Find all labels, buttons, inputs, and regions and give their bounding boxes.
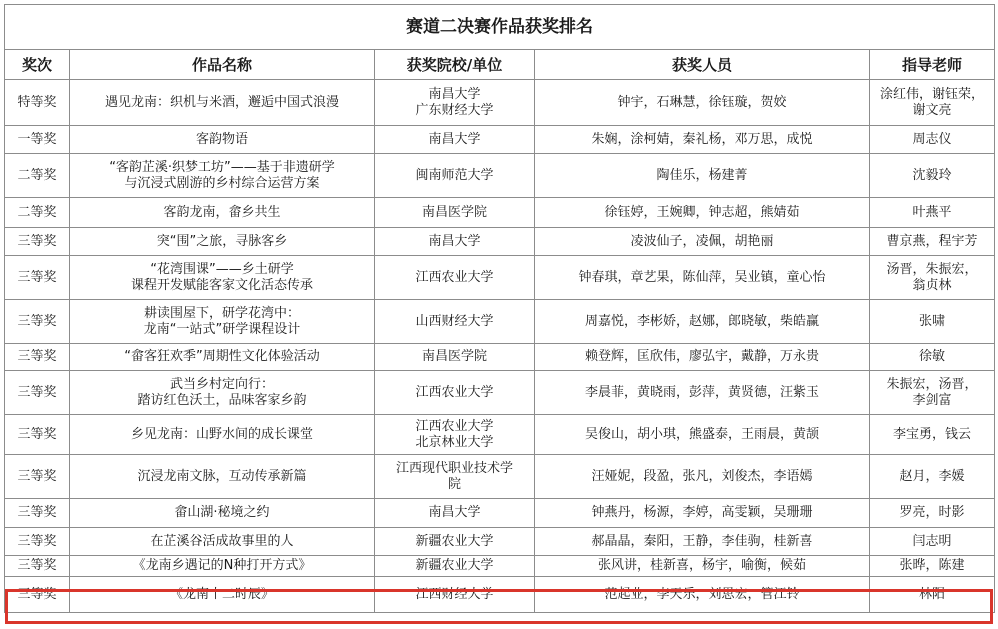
members-cell: 李晨菲，黄晓雨，彭萍，黄贤德，汪紫玉 <box>535 371 870 415</box>
advisor-cell: 汤晋，朱振宏， 翁贞林 <box>870 256 995 300</box>
advisor-cell: 张啸 <box>870 300 995 344</box>
work-name-cell: 客韵龙南，畲乡共生 <box>70 198 375 228</box>
work-name-cell: 在芷溪谷活成故事里的人 <box>70 528 375 556</box>
award-cell: 三等奖 <box>5 455 70 499</box>
work-name-cell: 突“围”之旅，寻脉客乡 <box>70 228 375 256</box>
award-table <box>4 4 995 613</box>
school-cell: 江西农业大学 北京林业大学 <box>375 415 535 455</box>
advisor-cell: 沈毅玲 <box>870 154 995 198</box>
work-name-cell: “客韵芷溪·织梦工坊”——基于非遗研学 与沉浸式剧游的乡村综合运营方案 <box>70 154 375 198</box>
award-cell: 三等奖 <box>5 499 70 528</box>
school-cell: 新疆农业大学 <box>375 556 535 577</box>
table-row <box>5 415 995 455</box>
school-cell: 新疆农业大学 <box>375 528 535 556</box>
school-cell: 南昌大学 <box>375 499 535 528</box>
school-cell: 南昌大学 <box>375 228 535 256</box>
table-body <box>5 80 995 613</box>
header-members: 获奖人员 <box>535 50 870 80</box>
table-row <box>5 577 995 613</box>
table-row <box>5 126 995 154</box>
table-row <box>5 455 995 499</box>
members-cell: 张风讲，桂新喜，杨宇，喻衡，候茹 <box>535 556 870 577</box>
members-cell: 郝晶晶，秦阳，王静，李佳驹，桂新喜 <box>535 528 870 556</box>
work-name-cell: 武当乡村定向行： 踏访红色沃土，品味客家乡韵 <box>70 371 375 415</box>
table-row <box>5 228 995 256</box>
table-title: 赛道二决赛作品获奖排名 <box>5 5 995 50</box>
work-name-cell: “畲客狂欢季”周期性文化体验活动 <box>70 344 375 371</box>
members-cell: 范起业，李天乐，刘思宏，管江铃 <box>535 577 870 613</box>
award-cell: 三等奖 <box>5 415 70 455</box>
header-advisor: 指导老师 <box>870 50 995 80</box>
members-cell: 凌波仙子，凌佩，胡艳丽 <box>535 228 870 256</box>
header-row <box>5 50 995 80</box>
work-name-cell: 乡见龙南：山野水间的成长课堂 <box>70 415 375 455</box>
advisor-cell: 李宝勇，钱云 <box>870 415 995 455</box>
school-cell: 江西农业大学 <box>375 256 535 300</box>
work-name-cell: “花湾围课”——乡土研学 课程开发赋能客家文化活态传承 <box>70 256 375 300</box>
school-cell: 南昌大学 广东财经大学 <box>375 80 535 126</box>
advisor-cell: 徐敏 <box>870 344 995 371</box>
award-cell: 特等奖 <box>5 80 70 126</box>
school-cell: 闽南师范大学 <box>375 154 535 198</box>
advisor-cell: 朱振宏，汤晋， 李剑富 <box>870 371 995 415</box>
advisor-cell: 曹京燕，程宇芳 <box>870 228 995 256</box>
advisor-cell: 林阳 <box>870 577 995 613</box>
award-cell: 三等奖 <box>5 556 70 577</box>
award-cell: 一等奖 <box>5 126 70 154</box>
header-work-name: 作品名称 <box>70 50 375 80</box>
table-row <box>5 371 995 415</box>
school-cell: 江西农业大学 <box>375 371 535 415</box>
school-cell: 南昌大学 <box>375 126 535 154</box>
members-cell: 钟燕丹，杨源，李婷，高雯颖，吴珊珊 <box>535 499 870 528</box>
members-cell: 钟春琪，章艺果，陈仙萍，吴业镇，童心怡 <box>535 256 870 300</box>
award-cell: 三等奖 <box>5 228 70 256</box>
award-cell: 二等奖 <box>5 154 70 198</box>
school-cell: 山西财经大学 <box>375 300 535 344</box>
table-row <box>5 556 995 577</box>
table-row <box>5 256 995 300</box>
advisor-cell: 涂红伟，谢钰荣， 谢文亮 <box>870 80 995 126</box>
work-name-cell: 遇见龙南：织机与米酒，邂逅中国式浪漫 <box>70 80 375 126</box>
table-row <box>5 499 995 528</box>
advisor-cell: 赵月，李媛 <box>870 455 995 499</box>
advisor-cell: 罗亮，时影 <box>870 499 995 528</box>
award-cell: 三等奖 <box>5 577 70 613</box>
members-cell: 汪娅妮，段盈，张凡，刘俊杰，李语嫣 <box>535 455 870 499</box>
work-name-cell: 客韵物语 <box>70 126 375 154</box>
award-cell: 三等奖 <box>5 256 70 300</box>
members-cell: 周嘉悦，李彬娇，赵娜，郎晓敏，柴皓赢 <box>535 300 870 344</box>
members-cell: 钟宇，石琳慧，徐钰璇，贺姣 <box>535 80 870 126</box>
table-row <box>5 300 995 344</box>
award-cell: 三等奖 <box>5 371 70 415</box>
school-cell: 江西现代职业技术学 院 <box>375 455 535 499</box>
members-cell: 陶佳乐，杨建菁 <box>535 154 870 198</box>
award-cell: 三等奖 <box>5 344 70 371</box>
table-row <box>5 154 995 198</box>
work-name-cell: 《龙南十二时辰》 <box>70 577 375 613</box>
advisor-cell: 周志仪 <box>870 126 995 154</box>
header-school: 获奖院校/单位 <box>375 50 535 80</box>
work-name-cell: 《龙南乡遇记的N种打开方式》 <box>70 556 375 577</box>
members-cell: 吴俊山，胡小琪，熊盛泰，王雨晨，黄颉 <box>535 415 870 455</box>
table-row <box>5 198 995 228</box>
advisor-cell: 闫志明 <box>870 528 995 556</box>
advisor-cell: 叶燕平 <box>870 198 995 228</box>
award-ranking-document <box>4 4 994 613</box>
members-cell: 徐钰婷，王婉卿，钟志超，熊婧茹 <box>535 198 870 228</box>
school-cell: 江西财经大学 <box>375 577 535 613</box>
table-row <box>5 80 995 126</box>
members-cell: 朱娴，涂柯婧，秦礼杨，邓万思，成悦 <box>535 126 870 154</box>
table-row <box>5 528 995 556</box>
award-cell: 二等奖 <box>5 198 70 228</box>
header-award: 奖次 <box>5 50 70 80</box>
work-name-cell: 沉浸龙南文脉，互动传承新篇 <box>70 455 375 499</box>
advisor-cell: 张晔，陈建 <box>870 556 995 577</box>
work-name-cell: 畲山湖·秘境之约 <box>70 499 375 528</box>
members-cell: 赖登辉，匡欣伟，廖弘宇，戴静，万永贵 <box>535 344 870 371</box>
award-cell: 三等奖 <box>5 528 70 556</box>
table-row <box>5 344 995 371</box>
award-cell: 三等奖 <box>5 300 70 344</box>
work-name-cell: 耕读围屋下，研学花湾中： 龙南“一站式”研学课程设计 <box>70 300 375 344</box>
school-cell: 南昌医学院 <box>375 198 535 228</box>
school-cell: 南昌医学院 <box>375 344 535 371</box>
